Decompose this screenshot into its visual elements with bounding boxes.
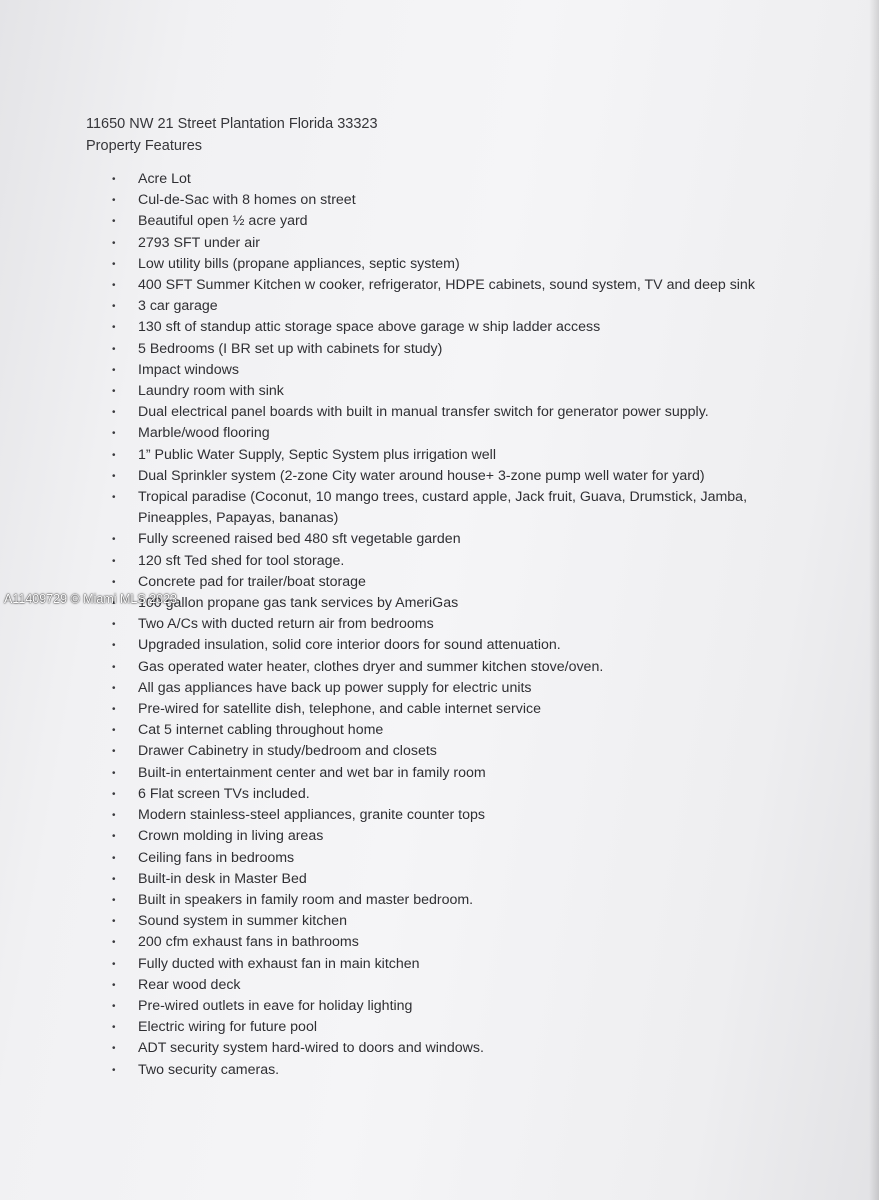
feature-item: • Sound system in summer kitchen <box>106 911 766 932</box>
feature-item: • Concrete pad for trailer/boat storage <box>106 572 766 593</box>
feature-item: • Two A/Cs with ducted return air from bedrooms <box>106 614 766 635</box>
feature-item: • 100 gallon propane gas tank services by AmeriGas <box>106 593 766 614</box>
feature-item: • Beautiful open ½ acre yard <box>106 211 766 232</box>
feature-item: • 6 Flat screen TVs included. <box>106 784 766 805</box>
feature-item: • Built-in entertainment center and wet bar in family room <box>106 763 766 784</box>
feature-item: • 120 sft Ted shed for tool storage. <box>106 551 766 572</box>
feature-item: • Impact windows <box>106 360 766 381</box>
feature-item: • Rear wood deck <box>106 975 766 996</box>
feature-item: • Fully screened raised bed 480 sft vegetable garden <box>106 529 766 550</box>
feature-item: • Cat 5 internet cabling throughout home <box>106 720 766 741</box>
feature-item: • ADT security system hard-wired to doors and windows. <box>106 1038 766 1059</box>
feature-item: • Modern stainless-steel appliances, granite counter tops <box>106 805 766 826</box>
feature-item: • Two security cameras. <box>106 1060 766 1081</box>
feature-item: • Low utility bills (propane appliances, septic system) <box>106 254 766 275</box>
feature-item: • Tropical paradise (Coconut, 10 mango trees, custard apple, Jack fruit, Guava, Drumstick, Jamba, Pineapples, Papayas, bananas) <box>106 487 766 529</box>
feature-item: • Acre Lot <box>106 169 766 190</box>
feature-item: • Fully ducted with exhaust fan in main kitchen <box>106 954 766 975</box>
feature-item: • 3 car garage <box>106 296 766 317</box>
feature-item: • Electric wiring for future pool <box>106 1017 766 1038</box>
section-title: Property Features <box>86 138 203 154</box>
feature-item: • Dual Sprinkler system (2-zone City water around house+ 3-zone pump well water for yard) <box>106 466 766 487</box>
property-address: 11650 NW 21 Street Plantation Florida 33323 <box>86 116 378 132</box>
feature-item: • Upgraded insulation, solid core interior doors for sound attenuation. <box>106 635 766 656</box>
feature-item: • 5 Bedrooms (I BR set up with cabinets for study) <box>106 339 766 360</box>
feature-item: • Cul-de-Sac with 8 homes on street <box>106 190 766 211</box>
feature-item: • Pre-wired outlets in eave for holiday lighting <box>106 996 766 1017</box>
feature-item: • Gas operated water heater, clothes dryer and summer kitchen stove/oven. <box>106 657 766 678</box>
feature-item: • 1” Public Water Supply, Septic System plus irrigation well <box>106 445 766 466</box>
feature-item: • All gas appliances have back up power supply for electric units <box>106 678 766 699</box>
page-edge-shadow <box>869 0 879 1200</box>
feature-item: • Built in speakers in family room and master bedroom. <box>106 890 766 911</box>
feature-item: • Drawer Cabinetry in study/bedroom and closets <box>106 741 766 762</box>
feature-item: • Pre-wired for satellite dish, telephone, and cable internet service <box>106 699 766 720</box>
feature-item: • Ceiling fans in bedrooms <box>106 848 766 869</box>
property-features-list <box>106 169 766 1081</box>
feature-item: • Built-in desk in Master Bed <box>106 869 766 890</box>
feature-item: • Marble/wood flooring <box>106 423 766 444</box>
feature-item: • 400 SFT Summer Kitchen w cooker, refrigerator, HDPE cabinets, sound system, TV and deep sink <box>106 275 766 296</box>
mls-watermark: A11409729 © Miami MLS 2023 <box>4 592 177 606</box>
feature-item: • 2793 SFT under air <box>106 233 766 254</box>
feature-item: • Crown molding in living areas <box>106 826 766 847</box>
document-header <box>86 113 378 157</box>
feature-item: • 200 cfm exhaust fans in bathrooms <box>106 932 766 953</box>
feature-item: • 130 sft of standup attic storage space above garage w ship ladder access <box>106 317 766 338</box>
feature-item: • Dual electrical panel boards with built in manual transfer switch for generator power supply. <box>106 402 766 423</box>
feature-item: • Laundry room with sink <box>106 381 766 402</box>
